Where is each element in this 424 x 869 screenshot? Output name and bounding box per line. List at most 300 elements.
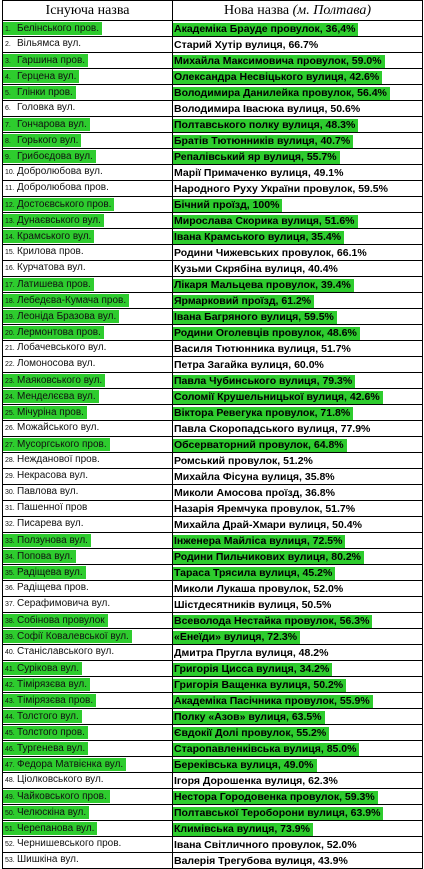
new-name: Старопавленківська вулиця, 85.0% [173, 743, 359, 756]
old-name: Крилова пров. [17, 246, 84, 257]
table-row [3, 341, 423, 357]
old-name-highlight [3, 662, 82, 675]
new-name: Григорія Ващенка вулиця, 50.2% [173, 679, 346, 692]
new-name-header [173, 1, 423, 21]
table-row [3, 709, 423, 725]
old-name-highlight [3, 310, 119, 323]
old-name-highlight [3, 230, 94, 243]
table-row [3, 725, 423, 741]
new-name-cell [173, 309, 423, 325]
old-name-cell [3, 421, 173, 437]
table-row [3, 645, 423, 661]
table-row [3, 549, 423, 565]
new-name-cell [173, 69, 423, 85]
old-name: Леоніда Бразова вул. [17, 310, 117, 322]
old-name: Попова вул. [17, 550, 73, 562]
new-name-cell [173, 389, 423, 405]
new-name-cell [173, 629, 423, 645]
row-number: 52. [5, 841, 15, 848]
new-name-cell [173, 789, 423, 805]
new-name-cell [173, 261, 423, 277]
row-number: 36. [5, 585, 15, 592]
new-name-cell [173, 149, 423, 165]
old-name: Павлова вул. [17, 486, 79, 497]
old-name-highlight [3, 614, 108, 627]
row-number: 22. [5, 361, 15, 368]
table-row [3, 469, 423, 485]
table-row [3, 165, 423, 181]
new-name: Бічний проїзд, 100% [173, 199, 282, 212]
table-row [3, 741, 423, 757]
table-row [3, 325, 423, 341]
old-name-cell [3, 197, 173, 213]
new-name-cell [173, 213, 423, 229]
old-name-cell [3, 357, 173, 373]
old-name-cell [3, 821, 173, 837]
new-name: Нестора Городовенка провулок, 59.3% [173, 791, 378, 804]
new-name: Григорія Цисса вулиця, 34.2% [173, 663, 332, 676]
row-number: 29. [5, 473, 15, 480]
old-name-header-label: Існуюча назва [45, 2, 130, 18]
new-name-cell [173, 53, 423, 69]
row-number: 3. [5, 57, 11, 65]
new-name: Інженера Майліса вулиця, 72.5% [173, 535, 345, 548]
new-name-cell [173, 517, 423, 533]
old-name-highlight [3, 502, 87, 513]
new-name-cell [173, 469, 423, 485]
old-name-highlight [3, 678, 90, 691]
old-name: Белінського пров. [17, 22, 100, 34]
table-row [3, 261, 423, 277]
row-number: 9. [5, 153, 11, 161]
old-name: Серафимовича вул. [17, 598, 111, 609]
old-name: Сурікова вул. [17, 662, 79, 674]
old-name: Лермонтова пров. [17, 326, 101, 338]
table-row [3, 789, 423, 805]
old-name-highlight [3, 166, 103, 177]
old-name-cell [3, 229, 173, 245]
table-row [3, 661, 423, 677]
new-name-cell [173, 21, 423, 37]
old-name-cell [3, 341, 173, 357]
old-name-highlight [3, 70, 79, 83]
new-name-cell [173, 357, 423, 373]
old-name: Собінова провулок [17, 614, 105, 626]
new-name: Павла Скоропадського вулиця, 77.9% [174, 422, 371, 435]
old-name: Вільямса вул. [17, 38, 82, 49]
old-name: Толстого пров. [17, 726, 85, 738]
new-name: Полтавської Тероборони вулиця, 63.9% [173, 807, 383, 820]
row-number: 28. [5, 457, 15, 464]
old-name-highlight [3, 534, 91, 547]
new-name: Обсерваторний провулок, 64.8% [173, 439, 347, 452]
old-name-cell [3, 181, 173, 197]
row-number: 6. [5, 105, 11, 112]
old-name-highlight [3, 806, 89, 819]
old-name-cell [3, 37, 173, 53]
old-name: Радіщева пров. [17, 582, 89, 593]
old-name-cell [3, 789, 173, 805]
old-name-highlight [3, 486, 78, 497]
new-name: Віктора Ревегука провулок, 71.8% [173, 407, 353, 420]
new-name: «Енеїди» вулиця, 72.3% [173, 631, 300, 644]
row-number: 15. [5, 249, 15, 256]
new-name: Полку «Азов» вулиця, 63.5% [173, 711, 325, 724]
table-row [3, 501, 423, 517]
old-name-highlight [3, 86, 76, 99]
old-name-cell [3, 613, 173, 629]
new-name-cell [173, 133, 423, 149]
new-name-cell [173, 501, 423, 517]
row-number: 7. [5, 121, 11, 129]
new-name: Родини Оголевців провулок, 48.6% [173, 327, 360, 340]
old-name: Гончарова вул. [17, 118, 87, 130]
old-name-highlight [3, 214, 104, 227]
old-name: Маяковського вул. [17, 374, 103, 386]
old-name-cell [3, 469, 173, 485]
old-name: Тургенева вул. [17, 742, 86, 754]
new-name-cell [173, 485, 423, 501]
new-name: Ігоря Дорошенка вулиця, 62.3% [174, 774, 338, 787]
table-row [3, 629, 423, 645]
old-name-highlight [3, 582, 89, 593]
new-name-cell [173, 117, 423, 133]
old-name: Тімірязєва пров. [17, 694, 94, 706]
row-number: 16. [5, 265, 15, 272]
old-name-cell [3, 133, 173, 149]
old-name-cell [3, 373, 173, 389]
new-name-cell [173, 725, 423, 741]
old-name-highlight [3, 694, 96, 707]
old-name-highlight [3, 710, 82, 723]
old-name-cell [3, 629, 173, 645]
old-name-highlight [3, 38, 81, 49]
new-name: Василя Тютюнника вулиця, 51.7% [174, 342, 351, 355]
row-number: 18. [5, 297, 15, 305]
row-number: 17. [5, 281, 15, 289]
old-name-highlight [3, 342, 106, 353]
row-number: 48. [5, 777, 15, 784]
old-name-cell [3, 309, 173, 325]
old-name-highlight [3, 838, 121, 849]
new-name: Старий Хутір вулиця, 66.7% [174, 38, 319, 51]
table-row [3, 757, 423, 773]
old-name-highlight [3, 374, 105, 387]
old-name: Чайковського пров. [17, 790, 107, 802]
new-name: Береківська вулиця, 49.0% [173, 759, 317, 772]
row-number: 10. [5, 169, 15, 176]
old-name-cell [3, 741, 173, 757]
old-name: Писарева вул. [17, 518, 84, 529]
old-name-cell [3, 389, 173, 405]
old-name-highlight [3, 630, 132, 643]
new-name-cell [173, 325, 423, 341]
old-name-cell [3, 709, 173, 725]
old-name-highlight [3, 790, 110, 803]
new-name-cell [173, 597, 423, 613]
table-row [3, 181, 423, 197]
old-name-highlight [3, 182, 109, 193]
new-name: Ромський провулок, 51.2% [174, 454, 313, 467]
table-row [3, 133, 423, 149]
old-name-cell [3, 485, 173, 501]
old-name-highlight [3, 438, 110, 451]
old-name-highlight [3, 758, 126, 771]
old-name-highlight [3, 422, 99, 433]
new-name-cell [173, 741, 423, 757]
old-name: Станіславського вул. [17, 646, 115, 657]
old-name: Крамського вул. [17, 230, 92, 242]
row-number: 21. [5, 345, 15, 352]
new-name: Мирослава Скорика вулиця, 51.6% [173, 215, 358, 228]
old-name-cell [3, 805, 173, 821]
old-name-cell [3, 101, 173, 117]
new-name: Михайла Драй-Хмари вулиця, 50.4% [174, 518, 362, 531]
old-name-highlight [3, 134, 81, 147]
row-number: 50. [5, 809, 15, 817]
old-name: Софії Ковалевської вул. [17, 630, 129, 642]
old-name-highlight [3, 742, 88, 755]
old-name: Ползунова вул. [17, 534, 88, 546]
old-name: Глінки пров. [17, 86, 73, 98]
table-row [3, 693, 423, 709]
table-row [3, 357, 423, 373]
row-number: 30. [5, 489, 15, 496]
new-name: Братів Тютюнників вулиця, 40.7% [173, 135, 353, 148]
old-name: Ломоносова вул. [17, 358, 96, 369]
new-name: Назарія Яремчука провулок, 51.7% [174, 502, 356, 515]
new-name-cell [173, 645, 423, 661]
table-row [3, 485, 423, 501]
new-name-cell [173, 37, 423, 53]
old-name-highlight [3, 246, 84, 257]
old-name: Менделєєва вул. [17, 390, 96, 402]
table-row [3, 213, 423, 229]
table-row [3, 597, 423, 613]
old-name: Федора Матвієнка вул. [17, 758, 124, 770]
row-number: 19. [5, 313, 15, 321]
new-name-cell [173, 709, 423, 725]
old-name-cell [3, 757, 173, 773]
row-number: 20. [5, 329, 15, 337]
old-name: Черепанова вул. [17, 822, 95, 834]
new-name-cell [173, 613, 423, 629]
row-number: 27. [5, 441, 15, 449]
row-number: 14. [5, 233, 15, 241]
row-number: 26. [5, 425, 15, 432]
table-row [3, 805, 423, 821]
new-name-cell [173, 229, 423, 245]
row-number: 31. [5, 505, 15, 512]
new-name-cell [173, 437, 423, 453]
old-name-cell [3, 725, 173, 741]
table-row [3, 533, 423, 549]
row-number: 49. [5, 793, 15, 801]
new-name-cell [173, 277, 423, 293]
row-number: 47. [5, 761, 15, 769]
old-name-cell [3, 261, 173, 277]
row-number: 11. [5, 185, 15, 192]
old-name: Герцена вул. [17, 70, 77, 82]
old-name-highlight [3, 470, 88, 481]
old-name-header [3, 1, 173, 21]
table-row [3, 309, 423, 325]
old-name-highlight [3, 774, 104, 785]
new-name: Миколи Амосова проїзд, 36.8% [174, 486, 335, 499]
old-name-highlight [3, 406, 87, 419]
new-name-cell [173, 293, 423, 309]
old-name-cell [3, 661, 173, 677]
old-name: Мічуріна пров. [17, 406, 84, 418]
old-name-highlight [3, 102, 75, 113]
old-name-cell [3, 293, 173, 309]
old-name: Латишева пров. [17, 278, 91, 290]
old-name-cell [3, 645, 173, 661]
table-row [3, 37, 423, 53]
old-name-cell [3, 677, 173, 693]
old-name-highlight [3, 118, 90, 131]
header-row [3, 1, 423, 21]
row-number: 37. [5, 601, 15, 608]
row-number: 24. [5, 393, 15, 401]
new-name-cell [173, 421, 423, 437]
new-name: Всеволода Нестайка провулок, 56.3% [173, 615, 372, 628]
old-name-highlight [3, 822, 97, 835]
old-name-cell [3, 21, 173, 37]
new-name: Івана Багряного вулиця, 59.5% [173, 311, 337, 324]
old-name-cell [3, 69, 173, 85]
old-name-highlight [3, 550, 76, 563]
new-name-cell [173, 85, 423, 101]
table-row [3, 229, 423, 245]
old-name-highlight [3, 54, 88, 67]
new-name-cell [173, 549, 423, 565]
old-name-highlight [3, 262, 86, 273]
row-number: 39. [5, 633, 15, 641]
new-name: Репалівський яр вулиця, 55.7% [173, 151, 340, 164]
old-name-cell [3, 85, 173, 101]
old-name-highlight [3, 358, 95, 369]
new-name-cell [173, 661, 423, 677]
new-name: Марії Примаченко вулиця, 49.1% [174, 166, 344, 179]
old-name-cell [3, 453, 173, 469]
row-number: 35. [5, 569, 15, 577]
new-name-cell [173, 245, 423, 261]
new-name: Родини Чижевських провулок, 66.1% [174, 246, 367, 259]
row-number: 5. [5, 89, 11, 97]
new-name: Івана Світличного провулок, 52.0% [174, 838, 357, 851]
row-number: 32. [5, 521, 15, 528]
old-name-cell [3, 117, 173, 133]
table-row [3, 389, 423, 405]
new-name: Павла Чубинського вулиця, 79.3% [173, 375, 355, 388]
old-name: Горького вул. [17, 134, 79, 146]
new-name-cell [173, 101, 423, 117]
new-name: Миколи Лукаша провулок, 52.0% [174, 582, 344, 595]
row-number: 40. [5, 649, 15, 656]
old-name-cell [3, 213, 173, 229]
old-name: Курчатова вул. [17, 262, 86, 273]
old-name-cell [3, 165, 173, 181]
table-row [3, 277, 423, 293]
new-name-cell [173, 565, 423, 581]
new-name: Володимира Івасюка вулиця, 50.6% [174, 102, 361, 115]
old-name-cell [3, 773, 173, 789]
table-row [3, 405, 423, 421]
old-name: Тімірязєва вул. [17, 678, 88, 690]
old-name-highlight [3, 598, 110, 609]
old-name: Пашенної пров [17, 502, 88, 513]
new-name: Ярмарковий проїзд, 61.2% [173, 295, 314, 308]
old-name: Достоєвського пров. [17, 198, 112, 210]
table-row [3, 293, 423, 309]
table-row [3, 773, 423, 789]
old-name: Шишкіна вул. [17, 854, 79, 865]
row-number: 46. [5, 745, 15, 753]
old-name: Толстого вул. [17, 710, 79, 722]
row-number: 13. [5, 217, 15, 225]
new-name: Олександра Несвіцького вулиця, 42.6% [173, 71, 382, 84]
old-name-highlight [3, 726, 88, 739]
row-number: 8. [5, 137, 11, 145]
row-number: 2. [5, 41, 11, 48]
old-name-cell [3, 581, 173, 597]
table-row [3, 245, 423, 261]
old-name: Нежданової пров. [17, 454, 100, 465]
new-name-cell [173, 453, 423, 469]
old-name: Гаршина пров. [17, 54, 86, 66]
old-name: Головка вул. [17, 102, 76, 113]
old-name-cell [3, 53, 173, 69]
table-row [3, 853, 423, 869]
old-name-highlight [3, 326, 104, 339]
row-number: 33. [5, 537, 15, 545]
old-name-cell [3, 693, 173, 709]
row-number: 43. [5, 697, 15, 705]
old-name-cell [3, 837, 173, 853]
new-name: Лікаря Мальцева провулок, 39.4% [173, 279, 354, 292]
new-name-header-label: Нова назва [223, 2, 290, 18]
table-row [3, 613, 423, 629]
old-name: Лебедєва-Кумача пров. [17, 294, 127, 306]
old-name-highlight [3, 646, 114, 657]
renaming-table [2, 0, 423, 869]
old-name-cell [3, 597, 173, 613]
new-name: Івана Крамського вулиця, 35.4% [173, 231, 344, 244]
new-name-cell [173, 837, 423, 853]
table-row [3, 677, 423, 693]
table-row [3, 53, 423, 69]
old-name-cell [3, 405, 173, 421]
old-name-cell [3, 325, 173, 341]
table-body [3, 21, 423, 869]
old-name-cell [3, 549, 173, 565]
old-name-highlight [3, 390, 99, 403]
table-row [3, 85, 423, 101]
table-row [3, 101, 423, 117]
new-name-cell [173, 341, 423, 357]
new-name: Тараса Трясила вулиця, 45.2% [173, 567, 335, 580]
new-name-cell [173, 405, 423, 421]
old-name-cell [3, 245, 173, 261]
new-name: Родини Пильчикових вулиця, 80.2% [173, 551, 364, 564]
table-row [3, 69, 423, 85]
new-name: Климівська вулиця, 73.9% [173, 823, 313, 836]
row-number: 51. [5, 825, 15, 833]
old-name-cell [3, 517, 173, 533]
old-name: Грибоєдова вул. [17, 150, 93, 162]
old-name: Лобачевського вул. [17, 342, 107, 353]
